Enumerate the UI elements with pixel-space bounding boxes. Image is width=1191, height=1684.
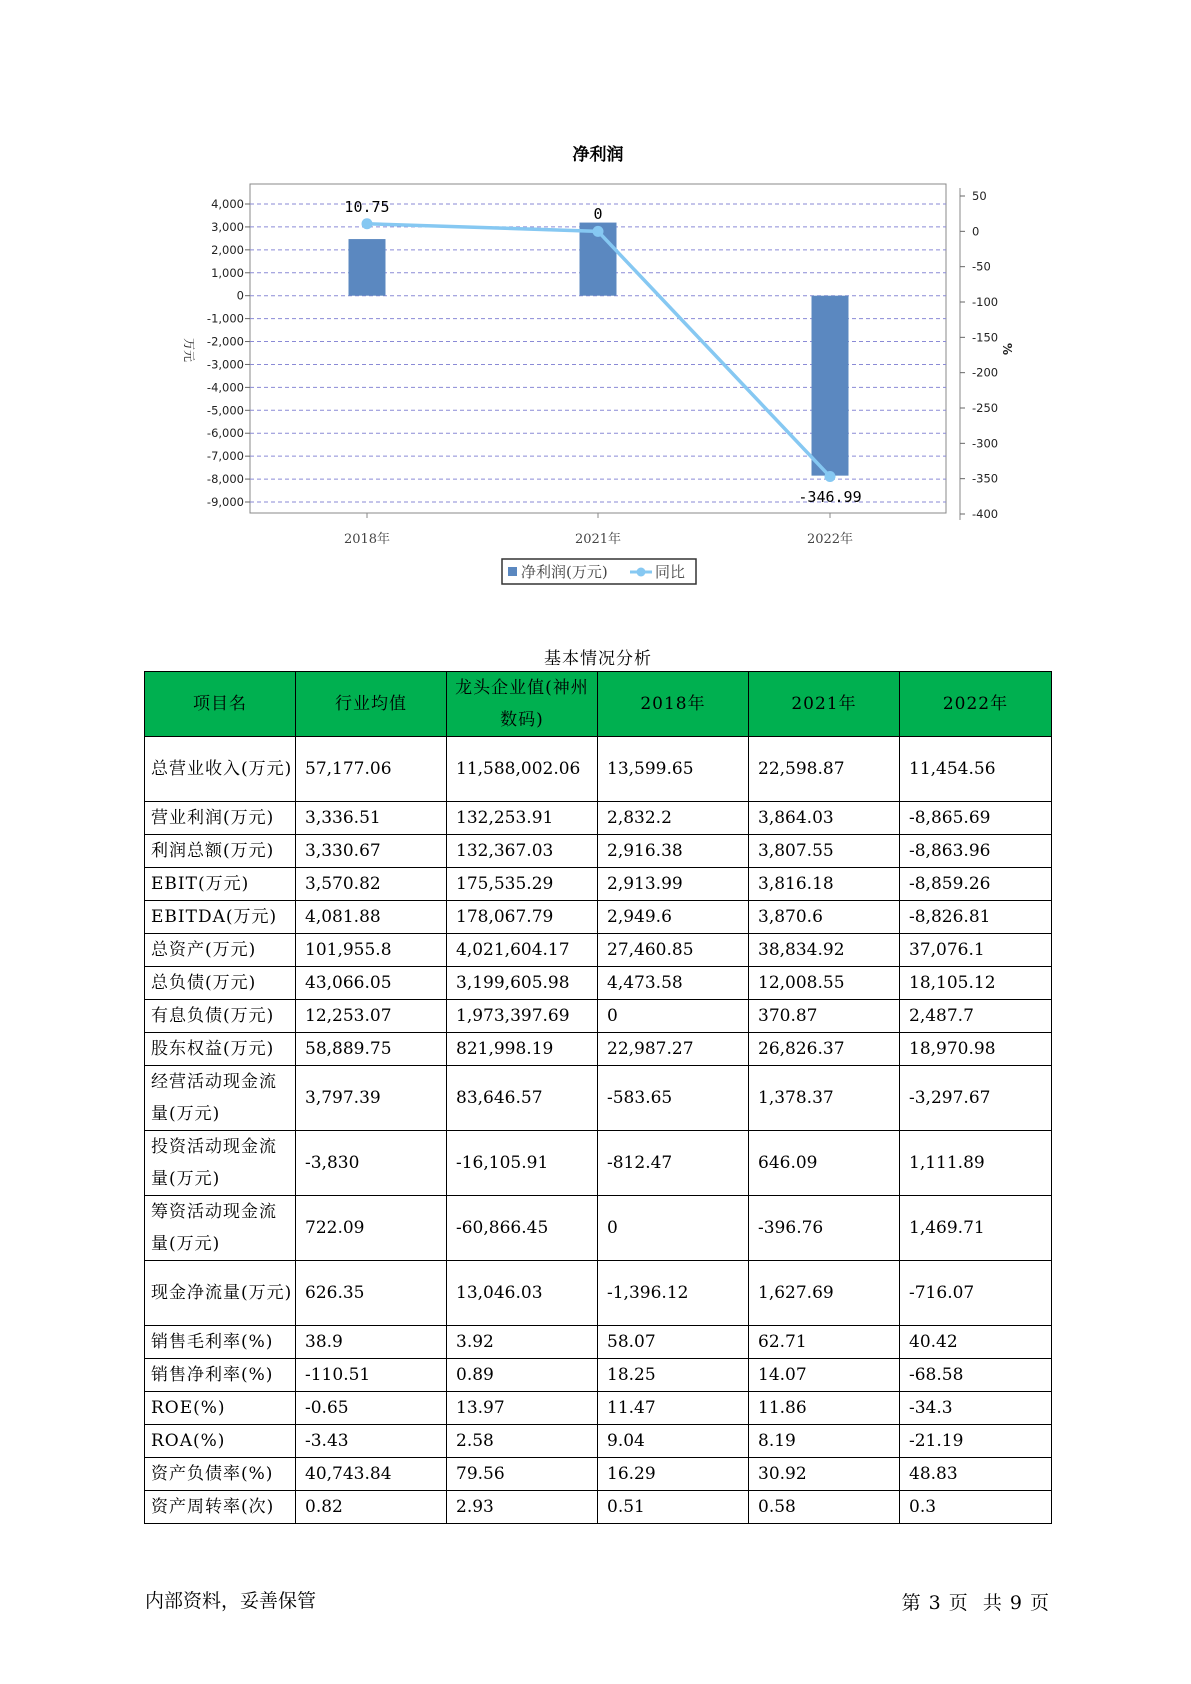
value-cell: 175,535.29	[447, 868, 598, 901]
y-tick-label: 4,000	[211, 197, 244, 211]
value-cell: 3,864.03	[749, 802, 900, 835]
row-label-cell: 筹资活动现金流量(万元)	[145, 1196, 296, 1261]
value-cell: 3,870.6	[749, 901, 900, 934]
footer-confidential-note: 内部资料，妥善保管	[145, 1590, 317, 1612]
x-tick-label: 2022年	[806, 532, 854, 547]
header-item-name: 项目名	[145, 672, 296, 737]
legend-line-marker	[637, 568, 646, 577]
table-row	[145, 868, 1052, 901]
x-tick-label: 2018年	[343, 532, 391, 547]
y2-tick-label: -150	[972, 330, 999, 345]
value-cell: 16.29	[598, 1458, 749, 1491]
value-cell: 4,473.58	[598, 967, 749, 1000]
value-cell: 132,367.03	[447, 835, 598, 868]
header-year-2018: 2018年	[598, 672, 749, 737]
bars	[349, 223, 849, 476]
value-cell: 626.35	[296, 1261, 447, 1326]
value-cell: 0.58	[749, 1491, 900, 1524]
value-cell: 1,469.71	[900, 1196, 1052, 1261]
row-label-cell: 有息负债(万元)	[145, 1000, 296, 1033]
value-cell: 0	[598, 1000, 749, 1033]
y-tick-label: 0	[236, 288, 244, 303]
value-cell: -8,863.96	[900, 835, 1052, 868]
net-profit-chart	[0, 0, 1191, 600]
value-cell: 30.92	[749, 1458, 900, 1491]
table-row	[145, 1425, 1052, 1458]
y-tick-label: -3,000	[206, 357, 244, 372]
value-cell: 11.86	[749, 1392, 900, 1425]
value-cell: 3,797.39	[296, 1066, 447, 1131]
row-label-cell: 销售净利率(%)	[145, 1359, 296, 1392]
net-profit-bar	[812, 296, 849, 476]
y2-tick-label: 50	[972, 189, 987, 203]
y-tick-label: -5,000	[206, 403, 244, 418]
value-cell: 26,826.37	[749, 1033, 900, 1066]
value-cell: 1,627.69	[749, 1261, 900, 1326]
value-cell: 13,599.65	[598, 737, 749, 802]
row-label-cell: 资产周转率(次)	[145, 1491, 296, 1524]
value-cell: -716.07	[900, 1261, 1052, 1326]
value-cell: 40,743.84	[296, 1458, 447, 1491]
value-cell: 43,066.05	[296, 967, 447, 1000]
value-cell: 18,105.12	[900, 967, 1052, 1000]
value-cell: 3,807.55	[749, 835, 900, 868]
value-cell: -1,396.12	[598, 1261, 749, 1326]
row-label-cell: 总营业收入(万元)	[145, 737, 296, 802]
row-label-cell: 销售毛利率(%)	[145, 1326, 296, 1359]
value-cell: -3.43	[296, 1425, 447, 1458]
analysis-table	[144, 671, 1052, 1524]
table-row	[145, 1392, 1052, 1425]
header-leader-value: 龙头企业值(神州数码)	[447, 672, 598, 737]
legend-bar-label: 净利润(万元)	[521, 563, 608, 581]
value-cell: -16,105.91	[447, 1131, 598, 1196]
value-cell: 12,253.07	[296, 1000, 447, 1033]
value-cell: -8,865.69	[900, 802, 1052, 835]
x-axis	[250, 513, 946, 547]
value-cell: 722.09	[296, 1196, 447, 1261]
value-cell: 11,588,002.06	[447, 737, 598, 802]
value-cell: 370.87	[749, 1000, 900, 1033]
y-tick-label: -7,000	[206, 449, 244, 464]
row-label-cell: 资产负债率(%)	[145, 1458, 296, 1491]
value-cell: -21.19	[900, 1425, 1052, 1458]
value-cell: 0.89	[447, 1359, 598, 1392]
value-cell: 3,199,605.98	[447, 967, 598, 1000]
value-cell: 8.19	[749, 1425, 900, 1458]
value-cell: 58,889.75	[296, 1033, 447, 1066]
value-cell: 1,973,397.69	[447, 1000, 598, 1033]
value-cell: 3,336.51	[296, 802, 447, 835]
table-row	[145, 1261, 1052, 1326]
value-cell: 0	[598, 1196, 749, 1261]
table-row	[145, 934, 1052, 967]
table-row	[145, 835, 1052, 868]
yoy-point	[825, 471, 836, 482]
y-axis-label: 万元	[182, 337, 196, 363]
left-y-axis	[207, 197, 250, 509]
y-tick-label: -4,000	[206, 380, 244, 395]
yoy-data-label: 10.75	[344, 198, 390, 216]
value-cell: 38.9	[296, 1326, 447, 1359]
value-cell: 83,646.57	[447, 1066, 598, 1131]
value-cell: 2,832.2	[598, 802, 749, 835]
value-cell: 4,021,604.17	[447, 934, 598, 967]
table-row	[145, 1359, 1052, 1392]
row-label-cell: 总资产(万元)	[145, 934, 296, 967]
value-cell: 2,949.6	[598, 901, 749, 934]
table-row	[145, 1326, 1052, 1359]
table-row	[145, 1131, 1052, 1196]
value-cell: -8,826.81	[900, 901, 1052, 934]
value-cell: 0.51	[598, 1491, 749, 1524]
table-row	[145, 737, 1052, 802]
value-cell: 3,816.18	[749, 868, 900, 901]
value-cell: 1,111.89	[900, 1131, 1052, 1196]
value-cell: 38,834.92	[749, 934, 900, 967]
value-cell: 79.56	[447, 1458, 598, 1491]
value-cell: 27,460.85	[598, 934, 749, 967]
row-label-cell: EBIT(万元)	[145, 868, 296, 901]
header-year-2022: 2022年	[900, 672, 1052, 737]
value-cell: 12,008.55	[749, 967, 900, 1000]
y2-tick-label: -250	[972, 401, 999, 415]
y-tick-label: -8,000	[206, 472, 244, 487]
value-cell: 62.71	[749, 1326, 900, 1359]
table-row	[145, 1000, 1052, 1033]
x-tick-label: 2021年	[574, 532, 622, 547]
value-cell: 22,598.87	[749, 737, 900, 802]
value-cell: -8,859.26	[900, 868, 1052, 901]
legend-line-label: 同比	[655, 563, 686, 581]
value-cell: 11,454.56	[900, 737, 1052, 802]
table-header-row	[145, 672, 1052, 737]
value-cell: 11.47	[598, 1392, 749, 1425]
value-cell: -812.47	[598, 1131, 749, 1196]
table-row	[145, 967, 1052, 1000]
value-cell: -110.51	[296, 1359, 447, 1392]
row-label-cell: 总负债(万元)	[145, 967, 296, 1000]
y-tick-label: 3,000	[211, 219, 244, 234]
row-label-cell: 股东权益(万元)	[145, 1033, 296, 1066]
value-cell: 9.04	[598, 1425, 749, 1458]
value-cell: -68.58	[900, 1359, 1052, 1392]
value-cell: 4,081.88	[296, 901, 447, 934]
yoy-point	[593, 226, 604, 237]
table-row	[145, 1491, 1052, 1524]
row-label-cell: EBITDA(万元)	[145, 901, 296, 934]
legend-bar-swatch	[508, 567, 517, 576]
y2-axis-label: %	[1000, 342, 1014, 356]
value-cell: 2,913.99	[598, 868, 749, 901]
value-cell: -396.76	[749, 1196, 900, 1261]
chart-legend	[502, 559, 696, 584]
value-cell: 0.82	[296, 1491, 447, 1524]
value-cell: 22,987.27	[598, 1033, 749, 1066]
value-cell: 132,253.91	[447, 802, 598, 835]
y-tick-label: -2,000	[206, 334, 244, 349]
value-cell: 0.3	[900, 1491, 1052, 1524]
value-cell: 178,067.79	[447, 901, 598, 934]
table-row	[145, 1033, 1052, 1066]
y-tick-label: 2,000	[211, 242, 244, 257]
value-cell: 57,177.06	[296, 737, 447, 802]
value-cell: 18,970.98	[900, 1033, 1052, 1066]
yoy-data-label: -346.99	[798, 488, 862, 506]
y-tick-label: -9,000	[206, 495, 244, 509]
value-cell: 13.97	[447, 1392, 598, 1425]
value-cell: 3,330.67	[296, 835, 447, 868]
value-cell: 2,487.7	[900, 1000, 1052, 1033]
row-label-cell: ROE(%)	[145, 1392, 296, 1425]
value-cell: 3.92	[447, 1326, 598, 1359]
value-cell: 3,570.82	[296, 868, 447, 901]
table-row	[145, 1196, 1052, 1261]
table-caption: 基本情况分析	[544, 649, 652, 669]
header-industry-average: 行业均值	[296, 672, 447, 737]
value-cell: -60,866.45	[447, 1196, 598, 1261]
y2-tick-label: 0	[972, 224, 980, 239]
value-cell: 1,378.37	[749, 1066, 900, 1131]
y-tick-label: -1,000	[206, 311, 244, 326]
value-cell: 58.07	[598, 1326, 749, 1359]
value-cell: -583.65	[598, 1066, 749, 1131]
value-cell: 40.42	[900, 1326, 1052, 1359]
value-cell: 2.58	[447, 1425, 598, 1458]
net-profit-bar	[349, 239, 386, 296]
y2-tick-label: -200	[972, 365, 999, 380]
value-cell: -3,297.67	[900, 1066, 1052, 1131]
value-cell: 101,955.8	[296, 934, 447, 967]
value-cell: 48.83	[900, 1458, 1052, 1491]
table-row	[145, 1458, 1052, 1491]
y2-tick-label: -100	[972, 295, 999, 309]
row-label-cell: 营业利润(万元)	[145, 802, 296, 835]
value-cell: 13,046.03	[447, 1261, 598, 1326]
value-cell: -0.65	[296, 1392, 447, 1425]
row-label-cell: 经营活动现金流量(万元)	[145, 1066, 296, 1131]
header-year-2021: 2021年	[749, 672, 900, 737]
chart-title: 净利润	[572, 145, 624, 165]
y2-tick-label: -350	[972, 471, 999, 486]
value-cell: 37,076.1	[900, 934, 1052, 967]
yoy-point	[362, 218, 373, 229]
footer-page-number: 第 3 页 共 9 页	[901, 1592, 1050, 1614]
right-y-axis	[960, 188, 998, 521]
row-label-cell: ROA(%)	[145, 1425, 296, 1458]
value-cell: 646.09	[749, 1131, 900, 1196]
y2-tick-label: -50	[972, 259, 991, 274]
table-row	[145, 1066, 1052, 1131]
value-cell: 821,998.19	[447, 1033, 598, 1066]
value-cell: 2.93	[447, 1491, 598, 1524]
value-cell: 18.25	[598, 1359, 749, 1392]
table-row	[145, 802, 1052, 835]
yoy-data-label: 0	[593, 205, 603, 223]
y2-tick-label: -400	[972, 507, 999, 521]
y-tick-label: 1,000	[211, 265, 244, 280]
y-tick-label: -6,000	[206, 426, 244, 441]
row-label-cell: 现金净流量(万元)	[145, 1261, 296, 1326]
y2-tick-label: -300	[972, 436, 999, 451]
value-cell: -34.3	[900, 1392, 1052, 1425]
value-cell: -3,830	[296, 1131, 447, 1196]
value-cell: 14.07	[749, 1359, 900, 1392]
row-label-cell: 投资活动现金流量(万元)	[145, 1131, 296, 1196]
row-label-cell: 利润总额(万元)	[145, 835, 296, 868]
value-cell: 2,916.38	[598, 835, 749, 868]
table-row	[145, 901, 1052, 934]
